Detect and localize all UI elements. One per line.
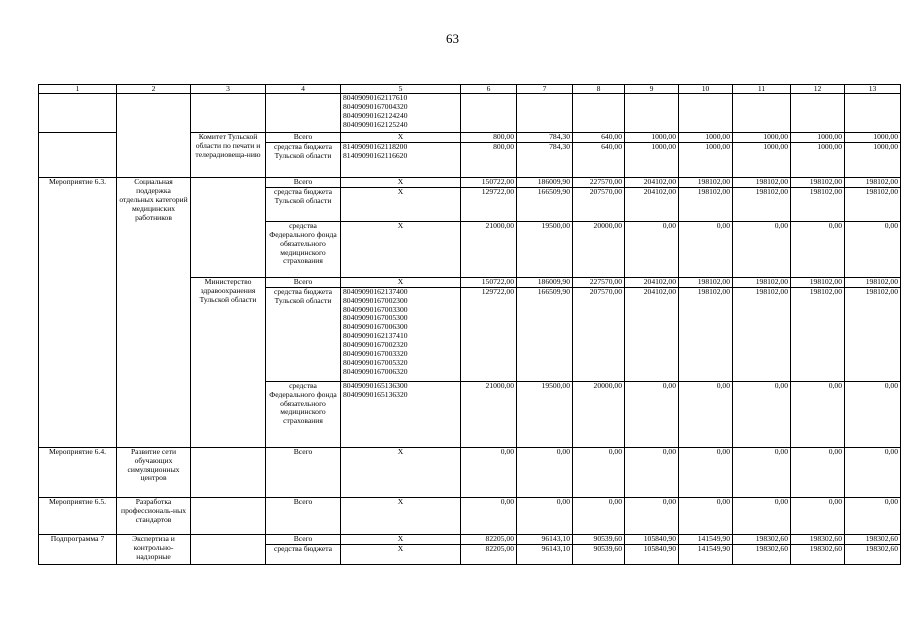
amount-cell: 640,00 bbox=[573, 133, 625, 143]
amount-cell: 0,00 bbox=[845, 221, 901, 277]
amount-cell: 0,00 bbox=[517, 447, 573, 497]
amount-cell: 198102,00 bbox=[791, 277, 845, 287]
funding-source: Всего bbox=[266, 277, 341, 287]
amount-cell: 82205,00 bbox=[461, 544, 517, 564]
funding-source: Всего bbox=[266, 497, 341, 534]
amount-cell: 0,00 bbox=[625, 447, 679, 497]
amount-cell: 19500,00 bbox=[517, 221, 573, 277]
budget-code: Х bbox=[341, 447, 461, 497]
amount-cell: 186009,90 bbox=[517, 277, 573, 287]
budget-code: Х bbox=[341, 544, 461, 564]
amount-cell: 198302,60 bbox=[791, 544, 845, 564]
amount-cell: 105840,90 bbox=[625, 534, 679, 544]
amount-cell: 1000,00 bbox=[733, 142, 791, 177]
amount-cell: 1000,00 bbox=[625, 142, 679, 177]
funding-source: средства Федерального фонда обязательного медицинского страхования bbox=[266, 381, 341, 447]
amount-cell: 1000,00 bbox=[625, 133, 679, 143]
funding-source: Всего bbox=[266, 177, 341, 187]
column-header: 8 bbox=[573, 85, 625, 94]
subprogram-name: Экспертиза и контрольно-надзорные bbox=[117, 534, 191, 564]
amount-cell: 0,00 bbox=[625, 221, 679, 277]
amount-cell: 204102,00 bbox=[625, 177, 679, 187]
amount-cell: 198102,00 bbox=[845, 187, 901, 221]
amount-cell: 800,00 bbox=[461, 133, 517, 143]
amount-cell: 90539,60 bbox=[573, 544, 625, 564]
amount-cell: 96143,10 bbox=[517, 534, 573, 544]
funding-source: Всего bbox=[266, 534, 341, 544]
amount-cell: 0,00 bbox=[461, 497, 517, 534]
column-header: 1 bbox=[39, 85, 117, 94]
funding-source: средства Федерального фонда обязательного медицинского страхования bbox=[266, 221, 341, 277]
table-row bbox=[39, 177, 901, 187]
table-row bbox=[39, 94, 901, 133]
amount-cell: 0,00 bbox=[573, 447, 625, 497]
table-row bbox=[39, 447, 901, 497]
budget-codes: 81409090162118200 81409090162116620 bbox=[341, 142, 461, 177]
amount-cell: 0,00 bbox=[733, 447, 791, 497]
amount-cell: 186009,90 bbox=[517, 177, 573, 187]
amount-cell: 0,00 bbox=[791, 447, 845, 497]
amount-cell: 198102,00 bbox=[845, 287, 901, 381]
amount-cell: 198102,00 bbox=[679, 287, 733, 381]
amount-cell: 96143,10 bbox=[517, 544, 573, 564]
amount-cell: 1000,00 bbox=[845, 142, 901, 177]
budget-code: Х bbox=[341, 277, 461, 287]
amount-cell: 207570,00 bbox=[573, 187, 625, 221]
amount-cell: 640,00 bbox=[573, 142, 625, 177]
amount-cell: 198102,00 bbox=[679, 187, 733, 221]
amount-cell: 0,00 bbox=[791, 497, 845, 534]
amount-cell: 150722,00 bbox=[461, 177, 517, 187]
column-header: 7 bbox=[517, 85, 573, 94]
amount-cell: 198302,60 bbox=[733, 534, 791, 544]
amount-cell: 198102,00 bbox=[845, 177, 901, 187]
budget-code: Х bbox=[341, 221, 461, 277]
amount-cell: 198302,60 bbox=[845, 544, 901, 564]
amount-cell: 204102,00 bbox=[625, 187, 679, 221]
budget-code: Х bbox=[341, 177, 461, 187]
amount-cell: 784,30 bbox=[517, 133, 573, 143]
amount-cell: 166509,90 bbox=[517, 187, 573, 221]
column-header: 3 bbox=[191, 85, 266, 94]
amount-cell: 198102,00 bbox=[733, 187, 791, 221]
budget-table bbox=[38, 84, 901, 565]
amount-cell: 0,00 bbox=[733, 221, 791, 277]
amount-cell: 166509,90 bbox=[517, 287, 573, 381]
funding-source: средства бюджета bbox=[266, 544, 341, 564]
funding-source: средства бюджета Тульской области bbox=[266, 287, 341, 381]
amount-cell: 198102,00 bbox=[791, 287, 845, 381]
amount-cell: 1000,00 bbox=[679, 133, 733, 143]
funding-source: средства бюджета Тульской области bbox=[266, 187, 341, 221]
funding-source: средства бюджета Тульской области bbox=[266, 142, 341, 177]
amount-cell: 1000,00 bbox=[679, 142, 733, 177]
amount-cell: 0,00 bbox=[679, 497, 733, 534]
responsible-executor: Комитет Тульской области по печати и телерадиовеща-нию bbox=[191, 133, 266, 178]
amount-cell: 198102,00 bbox=[791, 187, 845, 221]
amount-cell: 198102,00 bbox=[733, 277, 791, 287]
amount-cell: 1000,00 bbox=[791, 133, 845, 143]
column-header: 10 bbox=[679, 85, 733, 94]
column-header: 11 bbox=[733, 85, 791, 94]
amount-cell: 0,00 bbox=[845, 497, 901, 534]
activity-name: Развитие сети обучающих симуляционных центров bbox=[117, 447, 191, 497]
amount-cell: 204102,00 bbox=[625, 277, 679, 287]
activity-name: Социальная поддержка отдельных категорий медицинских работников bbox=[117, 177, 191, 447]
activity-number: Мероприятие 6.5. bbox=[39, 497, 117, 534]
amount-cell: 198102,00 bbox=[791, 177, 845, 187]
amount-cell: 20000,00 bbox=[573, 381, 625, 447]
amount-cell: 0,00 bbox=[573, 497, 625, 534]
amount-cell: 0,00 bbox=[791, 381, 845, 447]
amount-cell: 0,00 bbox=[625, 381, 679, 447]
funding-source: Всего bbox=[266, 447, 341, 497]
amount-cell: 0,00 bbox=[791, 221, 845, 277]
amount-cell: 90539,60 bbox=[573, 534, 625, 544]
amount-cell: 21000,00 bbox=[461, 221, 517, 277]
amount-cell: 227570,00 bbox=[573, 277, 625, 287]
amount-cell: 784,30 bbox=[517, 142, 573, 177]
column-header: 9 bbox=[625, 85, 679, 94]
amount-cell: 204102,00 bbox=[625, 287, 679, 381]
amount-cell: 227570,00 bbox=[573, 177, 625, 187]
column-header: 12 bbox=[791, 85, 845, 94]
amount-cell: 0,00 bbox=[461, 447, 517, 497]
amount-cell: 0,00 bbox=[679, 221, 733, 277]
amount-cell: 20000,00 bbox=[573, 221, 625, 277]
amount-cell: 141549,90 bbox=[679, 534, 733, 544]
amount-cell: 1000,00 bbox=[791, 142, 845, 177]
activity-number: Мероприятие 6.3. bbox=[39, 177, 117, 447]
amount-cell: 150722,00 bbox=[461, 277, 517, 287]
column-header: 2 bbox=[117, 85, 191, 94]
activity-name: Разработка профессиональ-ных стандартов bbox=[117, 497, 191, 534]
budget-code: Х bbox=[341, 187, 461, 221]
amount-cell: 0,00 bbox=[845, 447, 901, 497]
amount-cell: 19500,00 bbox=[517, 381, 573, 447]
amount-cell: 105840,90 bbox=[625, 544, 679, 564]
budget-code: Х bbox=[341, 133, 461, 143]
table-row bbox=[39, 534, 901, 544]
amount-cell: 198102,00 bbox=[679, 177, 733, 187]
amount-cell: 0,00 bbox=[679, 447, 733, 497]
responsible-executor: Министерство здравоохранения Тульской области bbox=[191, 277, 266, 447]
column-header: 6 bbox=[461, 85, 517, 94]
amount-cell: 0,00 bbox=[733, 381, 791, 447]
amount-cell: 198102,00 bbox=[733, 287, 791, 381]
amount-cell: 141549,90 bbox=[679, 544, 733, 564]
amount-cell: 0,00 bbox=[517, 497, 573, 534]
subprogram-number: Подпрограмма 7 bbox=[39, 534, 117, 564]
amount-cell: 198102,00 bbox=[845, 277, 901, 287]
budget-code: Х bbox=[341, 497, 461, 534]
amount-cell: 1000,00 bbox=[845, 133, 901, 143]
amount-cell: 129722,00 bbox=[461, 287, 517, 381]
column-header: 4 bbox=[266, 85, 341, 94]
amount-cell: 1000,00 bbox=[733, 133, 791, 143]
amount-cell: 0,00 bbox=[625, 497, 679, 534]
amount-cell: 207570,00 bbox=[573, 287, 625, 381]
amount-cell: 82205,00 bbox=[461, 534, 517, 544]
amount-cell: 0,00 bbox=[845, 381, 901, 447]
column-header: 13 bbox=[845, 85, 901, 94]
budget-codes: 80409090162137400 80409090167002300 80409090167003300 80409090167005300 80409090167006300 80409090162137410 80409090167002320 80409090167003320 80409090167005320 80409090167006320 bbox=[341, 287, 461, 381]
budget-code: Х bbox=[341, 534, 461, 544]
amount-cell: 198102,00 bbox=[733, 177, 791, 187]
column-number-header bbox=[39, 85, 901, 94]
amount-cell: 198302,60 bbox=[733, 544, 791, 564]
activity-number: Мероприятие 6.4. bbox=[39, 447, 117, 497]
amount-cell: 0,00 bbox=[679, 381, 733, 447]
budget-codes: 80409090162117610 80409090167004320 80409090162124240 80409090162125240 bbox=[341, 94, 461, 133]
column-header: 5 bbox=[341, 85, 461, 94]
budget-codes: 80409090165136300 80409090165136320 bbox=[341, 381, 461, 447]
amount-cell: 198302,60 bbox=[845, 534, 901, 544]
amount-cell: 800,00 bbox=[461, 142, 517, 177]
amount-cell: 129722,00 bbox=[461, 187, 517, 221]
amount-cell: 21000,00 bbox=[461, 381, 517, 447]
table-row bbox=[39, 497, 901, 534]
funding-source: Всего bbox=[266, 133, 341, 143]
amount-cell: 198102,00 bbox=[679, 277, 733, 287]
amount-cell: 0,00 bbox=[733, 497, 791, 534]
amount-cell: 198302,60 bbox=[791, 534, 845, 544]
page-number: 63 bbox=[446, 31, 459, 46]
